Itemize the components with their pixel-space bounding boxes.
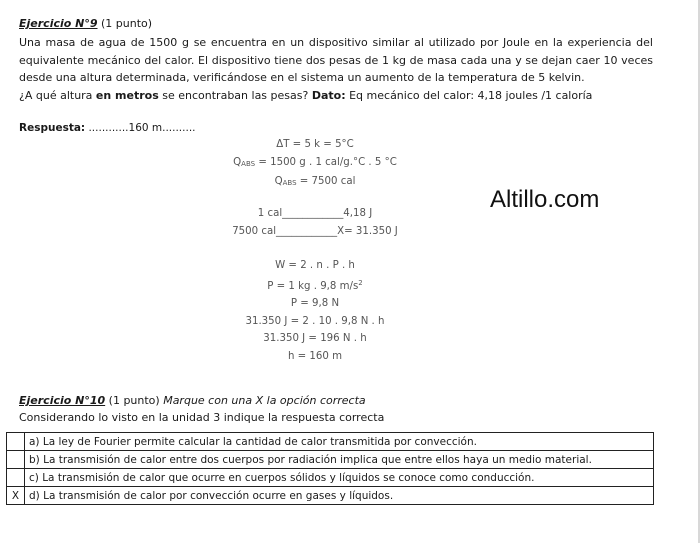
- question-start: ¿A qué altura: [19, 88, 96, 102]
- calc-block-conversion: [190, 205, 440, 240]
- option-mark-d[interactable]: X: [7, 487, 25, 505]
- options-table: [6, 432, 654, 505]
- calc-block-work: [190, 257, 440, 366]
- option-row-b[interactable]: [7, 451, 654, 469]
- option-text-c: c) La transmisión de calor que ocurre en cuerpos sólidos y líquidos se conoce como conducción.: [25, 469, 654, 487]
- option-row-c[interactable]: [7, 469, 654, 487]
- calc-q-result: QABS = 7500 cal: [274, 176, 356, 188]
- option-mark-c[interactable]: [7, 469, 25, 487]
- question-bold: en metros: [95, 88, 159, 102]
- exercise9-problem: [19, 34, 653, 104]
- option-text-b: b) La transmisión de calor entre dos cuerpos por radiación implica que entre ellos haya un medio material.: [25, 451, 654, 469]
- calc-substitution: 31.350 J = 2 . 10 . 9,8 N . h: [245, 315, 385, 327]
- exercise9-heading: [19, 15, 152, 32]
- answer-line: [19, 121, 196, 136]
- exercise10-instruction: Marque con una X la opción correcta: [163, 394, 366, 407]
- exercise10-heading: [19, 392, 366, 409]
- watermark: Altillo.com: [490, 186, 600, 213]
- exercise9-title: Ejercicio N°9: [19, 17, 98, 30]
- calc-delta-t: ΔT = 5 k = 5°C: [276, 139, 354, 150]
- calc-height-result: h = 160 m: [287, 350, 343, 362]
- question-mid: se encontraban las pesas?: [158, 88, 312, 102]
- calc-block-temperature: [190, 136, 440, 193]
- exercise10-title: Ejercicio N°10: [19, 394, 106, 407]
- exercise9-points: (1 punto): [101, 17, 153, 30]
- problem-line-3: veces desde una altura determinada, verificándose en el sistema un aumento de la temperatura de 5 kelvin.: [19, 53, 653, 84]
- option-row-a[interactable]: [7, 433, 654, 451]
- answer-value: ............160 m..........: [85, 122, 196, 134]
- calc-work-formula: W = 2 . n . P . h: [275, 260, 355, 271]
- dato-label: Dato:: [311, 88, 346, 102]
- answer-label: Respuesta:: [19, 122, 86, 134]
- dato-text: Eq mecánico del calor: 4,18 joules /1 caloría: [345, 88, 593, 102]
- option-row-d[interactable]: [7, 487, 654, 505]
- calc-simplified: 31.350 J = 196 N . h: [263, 333, 367, 345]
- option-mark-b[interactable]: [7, 451, 25, 469]
- option-text-d: d) La transmisión de calor por convección ocurre en gases y líquidos.: [25, 487, 654, 505]
- calc-q-formula: QABS = 1500 g . 1 cal/g.°C . 5 °C: [233, 156, 397, 168]
- calc-weight-result: P = 9,8 N: [290, 298, 340, 310]
- option-mark-a[interactable]: [7, 433, 25, 451]
- option-text-a: a) La ley de Fourier permite calcular la cantidad de calor transmitida por convección.: [25, 433, 654, 451]
- calc-weight-formula: P = 1 kg . 9,8 $m/s^2$: [267, 278, 363, 292]
- calc-conversion-2: 7500 cal____________X= 31.350 J: [232, 225, 398, 237]
- exercise10-points: (1 punto): [105, 394, 164, 407]
- problem-line-1: Una masa de agua de 1500 g se encuentra en un dispositivo similar al utilizado por Joule en la experiencia del: [19, 36, 653, 49]
- problem-line-2: equivalente mecánico del calor. El dispositivo tiene dos pesas de 1 kg de masa cada una y se dejan caer 10: [19, 53, 618, 67]
- calc-conversion-1: 1 cal____________4,18 J: [257, 208, 373, 219]
- exercise10-intro: Considerando lo visto en la unidad 3 indique la respuesta correcta: [19, 411, 385, 424]
